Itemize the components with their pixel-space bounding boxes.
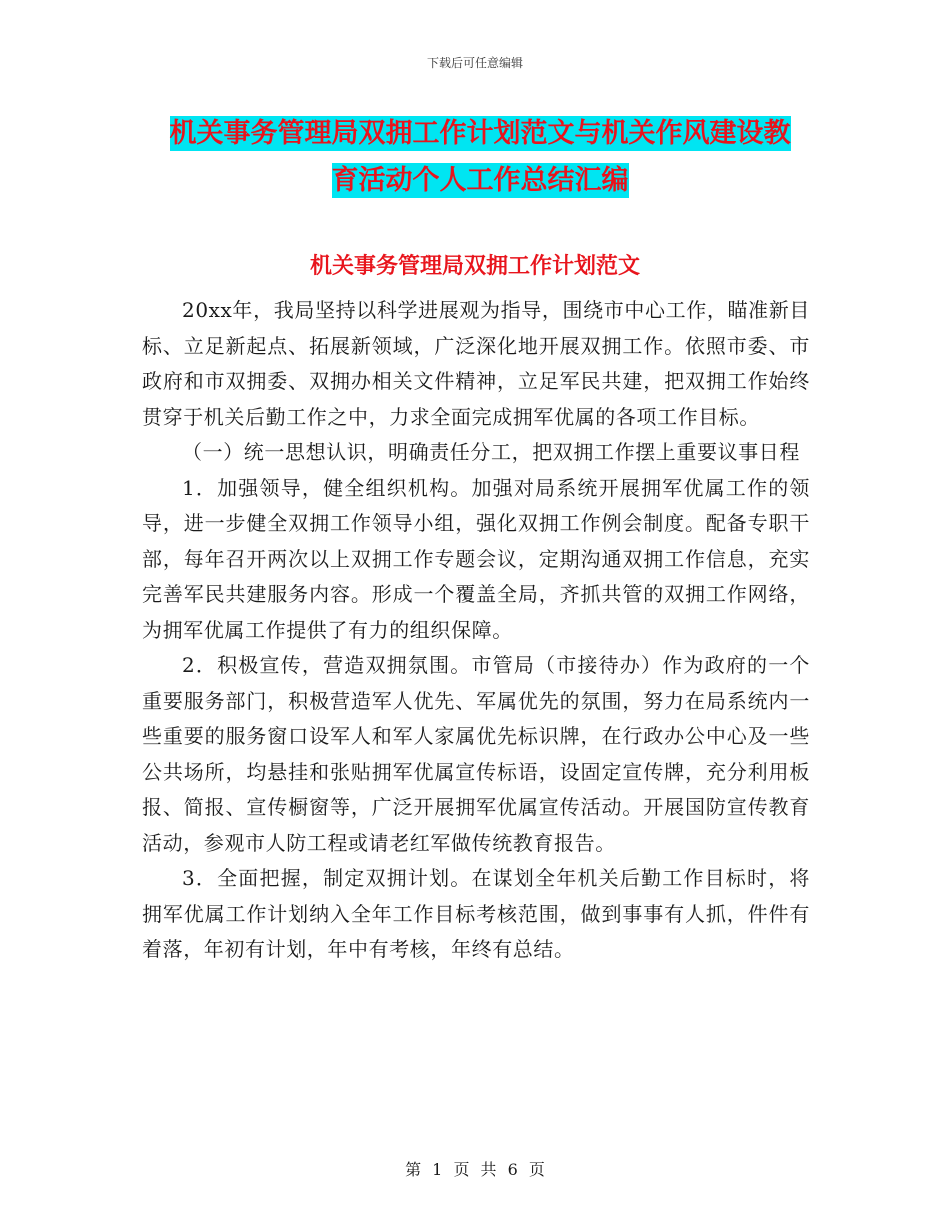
document-body (142, 293, 810, 968)
paragraph-intro: 20xx年，我局坚持以科学进展观为指导，围绕市中心工作，瞄准新目标、立足新起点、拓展新领域，广泛深化地开展双拥工作。依照市委、市政府和市双拥委、双拥办相关文件精神，立足军民共建，把双拥工作始终贯穿于机关后勤工作之中，力求全面完成拥军优属的各项工作目标。 (142, 298, 810, 429)
document-title-line-1: 机关事务管理局双拥工作计划范文与机关作风建设教 (169, 118, 791, 149)
document-title-line-2: 育活动个人工作总结汇编 (331, 165, 629, 196)
paragraph-item-1: 1．加强领导，健全组织机构。加强对局系统开展拥军优属工作的领导，进一步健全双拥工作领导小组，强化双拥工作例会制度。配备专职干部，每年召开两次以上双拥工作专题会议，定期沟通双拥工作信息，充实完善军民共建服务内容。形成一个覆盖全局，齐抓共管的双拥工作网络，为拥军优属工作提供了有力的组织保障。 (142, 475, 810, 642)
page-number: 第 1 页 共 6 页 (405, 1160, 545, 1179)
paragraph-heading-1: （一）统一思想认识，明确责任分工，把双拥工作摆上重要议事日程 (182, 440, 800, 464)
section-title: 机关事务管理局双拥工作计划范文 (309, 253, 640, 279)
page-header-note: 下载后可任意编辑 (426, 56, 523, 70)
paragraph-item-3: 3．全面把握，制定双拥计划。在谋划全年机关后勤工作目标时，将拥军优属工作计划纳入全年工作目标考核范围，做到事事有人抓，件件有着落，年初有计划，年中有考核，年终有总结。 (142, 866, 810, 961)
document-title (140, 110, 820, 204)
paragraph-item-2: 2．积极宣传，营造双拥氛围。市管局（市接待办）作为政府的一个重要服务部门，积极营造军人优先、军属优先的氛围，努力在局系统内一些重要的服务窗口设军人和军人家属优先标识牌，在行政办公中心及一些公共场所，均悬挂和张贴拥军优属宣传标语，设固定宣传牌，充分利用板报、简报、宣传橱窗等，广泛开展拥军优属宣传活动。开展国防宣传教育活动，参观市人防工程或请老红军做传统教育报告。 (142, 653, 810, 855)
